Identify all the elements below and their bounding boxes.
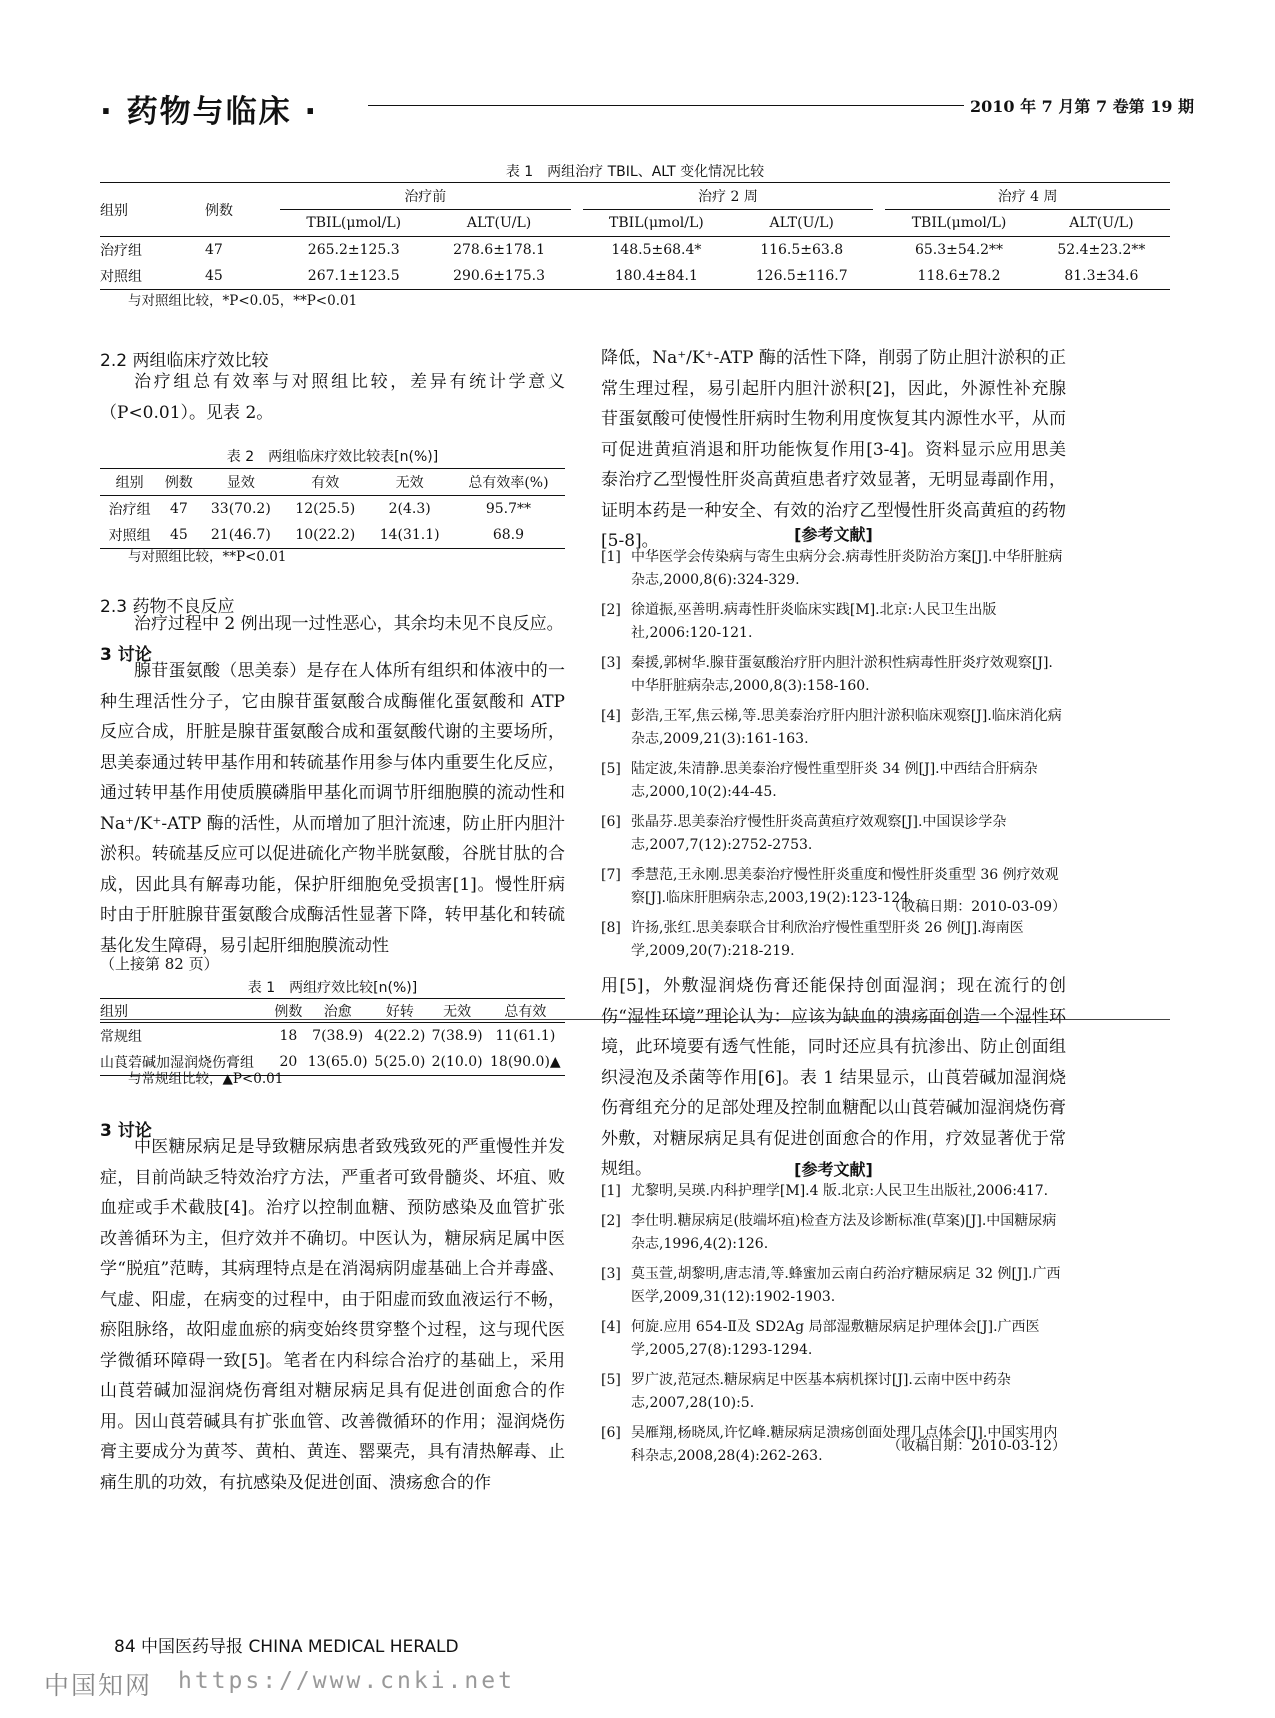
table2-header: 有效 xyxy=(311,475,340,491)
table1-sub: TBIL(μmol/L) xyxy=(911,215,1007,231)
reference-number: [6] xyxy=(601,814,621,830)
table3-header: 总有效 xyxy=(504,1003,547,1020)
reference-number: [1] xyxy=(601,549,621,565)
table2-header: 无效 xyxy=(395,475,424,491)
table3-header: 组别 xyxy=(100,1003,128,1020)
table-row xyxy=(100,496,565,523)
table-cell: 52.4±23.2** xyxy=(1057,242,1146,258)
reference-item xyxy=(601,758,1066,804)
reference-text: 季慧范,王永刚.思美泰治疗慢性肝炎重度和慢性肝炎重型 36 例疗效观察[J].临床肝胆病杂志,2003,19(2):123-124. xyxy=(631,867,1059,906)
received-date: （收稿日期：2010-03-09） xyxy=(887,899,1066,915)
reference-item xyxy=(601,705,1066,751)
reference-text: 张晶芬.思美泰治疗慢性肝炎高黄疸疗效观察[J].中国误诊学杂志,2007,7(12):2752-2753. xyxy=(631,814,1007,853)
table2 xyxy=(100,468,565,549)
table-cell: 12(25.5) xyxy=(295,501,356,517)
table3-header: 治愈 xyxy=(323,1003,352,1020)
table-cell: 21(46.7) xyxy=(210,527,271,543)
table-cell: 267.1±123.5 xyxy=(307,268,400,284)
discussion-text-continued: 用[5]，外敷湿润烧伤膏还能保持创面湿润；现在流行的创伤“湿性环境”理论认为：应该为缺血的溃疡面创造一个湿性环境，此环境要有透气性能，同时还应具有抗渗出、防止创面组织浸泡及杀菌等作用[6]。表 1 结果显示，山莨菪碱加湿润烧伤膏组充分的足部处理及控制血糖配以山莨菪碱加湿润烧伤膏外敷，对糖尿病足具有促进创面愈合的作用，疗效显著优于常规组。 xyxy=(601,976,1066,1179)
table2-header: 例数 xyxy=(164,475,193,491)
references-heading: [参考文献] xyxy=(794,1160,873,1179)
reference-text: 罗广波,范冠杰.糖尿病足中医基本病机探讨[J].云南中医中药杂志,2007,28(10):5. xyxy=(631,1372,1011,1411)
reference-number: [4] xyxy=(601,708,621,724)
table-cell: 7(38.9) xyxy=(431,1028,483,1044)
table-cell: 118.6±78.2 xyxy=(917,268,1001,284)
table1-sub: TBIL(μmol/L) xyxy=(609,215,704,231)
reference-item xyxy=(601,599,1066,645)
reference-text: 陆定波,朱清静.思美泰治疗慢性重型肝炎 34 例[J].中西结合肝病杂志,2000,10(2):44-45. xyxy=(631,761,1038,800)
table2-header: 显效 xyxy=(226,475,255,491)
reference-text: 何旋.应用 654-Ⅱ及 SD2Ag 局部湿敷糖尿病足护理体会[J].广西医学,2005,27(8):1293-1294. xyxy=(631,1319,1040,1358)
table-cell: 山莨菪碱加湿润烧伤膏组 xyxy=(100,1055,254,1071)
table-cell: 47 xyxy=(205,242,223,258)
table1-period: 治疗 2 周 xyxy=(583,183,874,210)
reference-item xyxy=(601,652,1066,698)
reference-number: [7] xyxy=(601,867,621,883)
table-row xyxy=(100,237,1170,264)
table1-sub: TBIL(μmol/L) xyxy=(306,215,402,231)
table-cell: 47 xyxy=(169,501,188,517)
table1-header-n: 例数 xyxy=(205,202,233,219)
reference-number: [2] xyxy=(601,1213,621,1229)
table-cell: 2(10.0) xyxy=(431,1054,483,1070)
reference-text: 中华医学会传染病与寄生虫病分会.病毒性肝炎防治方案[J].中华肝脏病杂志,2000,8(6):324-329. xyxy=(631,549,1063,588)
table-cell: 18(90.0)▲ xyxy=(490,1054,561,1070)
reference-text: 秦援,郭树华.腺苷蛋氨酸治疗肝内胆汁淤积性病毒性肝炎疗效观察[J].中华肝脏病杂志,2000,8(3):158-160. xyxy=(631,655,1053,694)
table3-header: 无效 xyxy=(443,1003,472,1020)
reference-item xyxy=(601,811,1066,857)
table-cell: 65.3±54.2** xyxy=(914,242,1004,258)
reference-number: [1] xyxy=(601,1183,621,1199)
table-cell: 7(38.9) xyxy=(312,1028,364,1044)
table1 xyxy=(100,182,1170,290)
table-cell: 20 xyxy=(279,1054,298,1070)
table-cell: 116.5±63.8 xyxy=(760,242,844,258)
table-cell: 14(31.1) xyxy=(379,527,440,543)
section-heading-3: 3 讨论 xyxy=(100,1121,152,1141)
table-row xyxy=(100,263,1170,290)
reference-text: 许扬,张红.思美泰联合甘利欣治疗慢性重型肝炎 26 例[J].海南医学,2009,20(7):218-219. xyxy=(631,920,1024,959)
table-cell: 常规组 xyxy=(100,1029,142,1045)
reference-item xyxy=(601,1180,1066,1203)
discussion-text: 中医糖尿病足是导致糖尿病患者致残致死的严重慢性并发症，目前尚缺乏特效治疗方法，严重者可致骨髓炎、坏疽、败血症或手术截肢[4]。治疗以控制血糖、预防感染及血管扩张改善循环为主，但疗效并不确切。中医认为，糖尿病足属中医学“脱疽”范畴，其病理特点是在消渴病阴虚基础上合并毒盛、气虚、阳虚，在病变的过程中，由于阳虚而致血液运行不畅，瘀阻脉络，故阳虚血瘀的病变始终贯穿整个过程，这与现代医学微循环障碍一致[5]。笔者在内科综合治疗的基础上，采用山莨菪碱加湿润烧伤膏组对糖尿病足具有促进创面愈合的作用。因山莨菪碱具有扩张血管、改善微循环的作用；湿润烧伤膏主要成分为黄芩、黄柏、黄连、罂粟壳，具有清热解毒、止痛生肌的功效，有抗感染及促进创面、溃疡愈合的作 xyxy=(100,1137,565,1493)
reference-item xyxy=(601,1316,1066,1362)
reference-text: 吴雁翔,杨晓凤,许忆峰.糖尿病足溃疡创面处理几点体会[J].中国实用内科杂志,2008,28(4):262-263. xyxy=(631,1425,1058,1464)
table-cell: 95.7** xyxy=(485,501,532,517)
table1-sub: ALT(U/L) xyxy=(466,215,532,231)
page-footer: 84 中国医药导报 CHINA MEDICAL HERALD xyxy=(114,1637,459,1657)
reference-item xyxy=(601,1210,1066,1256)
table1-period: 治疗 4 周 xyxy=(885,183,1170,210)
reference-text: 尤黎明,吴瑛.内科护理学[M].4 版.北京:人民卫生出版社,2006:417. xyxy=(631,1183,1049,1199)
table-cell: 290.6±175.3 xyxy=(453,268,545,284)
received-date: （收稿日期：2010-03-12） xyxy=(887,1438,1066,1454)
reference-number: [5] xyxy=(601,761,621,777)
reference-item xyxy=(601,1369,1066,1415)
table-row xyxy=(100,1023,565,1050)
table-cell: 126.5±116.7 xyxy=(755,268,848,284)
reference-item xyxy=(601,546,1066,592)
continued-from: （上接第 82 页） xyxy=(100,955,219,973)
table-cell: 13(65.0) xyxy=(307,1054,368,1070)
table3-note: 与常规组比较，▲P<0.01 xyxy=(128,1071,284,1087)
table-cell: 2(4.3) xyxy=(388,501,431,517)
table2-header: 组别 xyxy=(115,475,144,491)
header-rule xyxy=(368,105,964,106)
table3-caption: 表 1 两组疗效比较[n(%)] xyxy=(247,980,418,996)
table1-note: 与对照组比较，*P<0.05，**P<0.01 xyxy=(128,293,358,309)
table-cell: 11(61.1) xyxy=(495,1028,556,1044)
table2-note: 与对照组比较，**P<0.01 xyxy=(128,549,287,565)
table-cell: 10(22.2) xyxy=(295,527,356,543)
reference-item xyxy=(601,1263,1066,1309)
reference-number: [2] xyxy=(601,602,621,618)
reference-item xyxy=(601,917,1066,963)
section-2-2-text: 治疗组总有效率与对照组比较，差异有统计学意义（P<0.01）。见表 2。 xyxy=(100,372,565,423)
table1-caption: 表 1 两组治疗 TBIL、ALT 变化情况比较 xyxy=(505,164,765,180)
table1-period: 治疗前 xyxy=(280,183,571,210)
issue-info: 2010 年 7 月第 7 卷第 19 期 xyxy=(970,97,1195,116)
table-cell: 对照组 xyxy=(108,528,151,544)
reference-text: 徐道振,巫善明.病毒性肝炎临床实践[M].北京:人民卫生出版社,2006:120-121. xyxy=(631,602,997,641)
table-cell: 对照组 xyxy=(100,269,142,285)
reference-number: [6] xyxy=(601,1425,621,1441)
reference-text: 李仕明.糖尿病足(肢端坏疽)检查方法及诊断标准(草案)[J].中国糖尿病杂志,1996,4(2):126. xyxy=(631,1213,1057,1252)
table-cell: 4(22.2) xyxy=(374,1028,426,1044)
journal-section-title: · 药物与临床 · xyxy=(100,94,319,130)
table-cell: 265.2±125.3 xyxy=(307,242,400,258)
reference-number: [3] xyxy=(601,655,621,671)
cnki-watermark-url: https://www.cnki.net xyxy=(178,1668,515,1694)
table3-header: 好转 xyxy=(385,1003,414,1020)
table1-sub: ALT(U/L) xyxy=(1069,215,1134,231)
section-heading-2-2: 2.2 两组临床疗效比较 xyxy=(100,351,269,371)
section-heading-2-3: 2.3 药物不良反应 xyxy=(100,597,235,617)
discussion-text-continued: 降低，Na⁺/K⁺-ATP 酶的活性下降，削弱了防止胆汁淤积的正常生理过程，易引起肝内胆汁淤积[2]，因此，外源性补充腺苷蛋氨酸可使慢性肝病时生物利用度恢复其内源性水平，从而可促进黄疸消退和肝功能恢复作用[3-4]。资料显示应用思美泰治疗乙型慢性肝炎高黄疸患者疗效显著，无明显毒副作用，证明本药是一种安全、有效的治疗乙型慢性肝炎高黄疸的药物[5-8]。 xyxy=(601,348,1066,551)
reference-text: 莫玉萱,胡黎明,唐志清,等.蜂蜜加云南白药治疗糖尿病足 32 例[J].广西医学,2009,31(12):1902-1903. xyxy=(631,1266,1061,1305)
table-cell: 治疗组 xyxy=(100,243,142,259)
section-2-3-text: 治疗过程中 2 例出现一过性恶心，其余均未见不良反应。 xyxy=(134,614,564,634)
table-cell: 148.5±68.4* xyxy=(611,242,702,258)
table-cell: 68.9 xyxy=(492,527,525,543)
cnki-watermark-logo: 中国知网 xyxy=(44,1671,153,1700)
reference-number: [5] xyxy=(601,1372,621,1388)
section-heading-3: 3 讨论 xyxy=(100,645,152,665)
references-heading: [参考文献] xyxy=(794,525,873,544)
table-cell: 45 xyxy=(169,527,188,543)
table-cell: 278.6±178.1 xyxy=(453,242,545,258)
table-cell: 45 xyxy=(205,268,223,284)
table1-header-group: 组别 xyxy=(100,202,128,219)
table2-header: 总有效率(%) xyxy=(468,475,549,491)
table2-caption: 表 2 两组临床疗效比较表[n(%)] xyxy=(226,449,439,465)
discussion-text: 腺苷蛋氨酸（思美泰）是存在人体所有组织和体液中的一种生理活性分子，它由腺苷蛋氨酸合成酶催化蛋氨酸和 ATP 反应合成，肝脏是腺苷蛋氨酸合成和蛋氨酸代谢的主要场所，思美泰通过转甲基作用和转硫基作用参与体内重要生化反应，通过转甲基作用使质膜磷脂甲基化而调节肝细胞膜的流动性和 Na⁺/K⁺-ATP 酶的活性，从而增加了胆汁流速，防止肝内胆汁淤积。转硫基反应可以促进硫化产物半胱氨酸，谷胱甘肽的合成，因此具有解毒功能，保护肝细胞免受损害[1]。慢性肝病时由于肝脏腺苷蛋氨酸合成酶活性显著下降，转甲基化和转硫基化发生障碍，易引起肝细胞膜流动性 xyxy=(100,661,565,956)
table-cell: 33(70.2) xyxy=(210,501,271,517)
table-cell: 81.3±34.6 xyxy=(1064,268,1139,284)
reference-number: [8] xyxy=(601,920,621,936)
reference-text: 彭浩,王军,焦云梯,等.思美泰治疗肝内胆汁淤积临床观察[J].临床消化病杂志,2009,21(3):161-163. xyxy=(631,708,1062,747)
table3 xyxy=(100,998,565,1076)
table1-sub: ALT(U/L) xyxy=(769,215,834,231)
reference-number: [3] xyxy=(601,1266,621,1282)
table-cell: 18 xyxy=(279,1028,298,1044)
table-cell: 180.4±84.1 xyxy=(614,268,698,284)
references-list xyxy=(601,1180,1066,1475)
reference-number: [4] xyxy=(601,1319,621,1335)
table-cell: 5(25.0) xyxy=(374,1054,426,1070)
table-cell: 治疗组 xyxy=(108,502,151,518)
table3-header: 例数 xyxy=(274,1003,303,1020)
